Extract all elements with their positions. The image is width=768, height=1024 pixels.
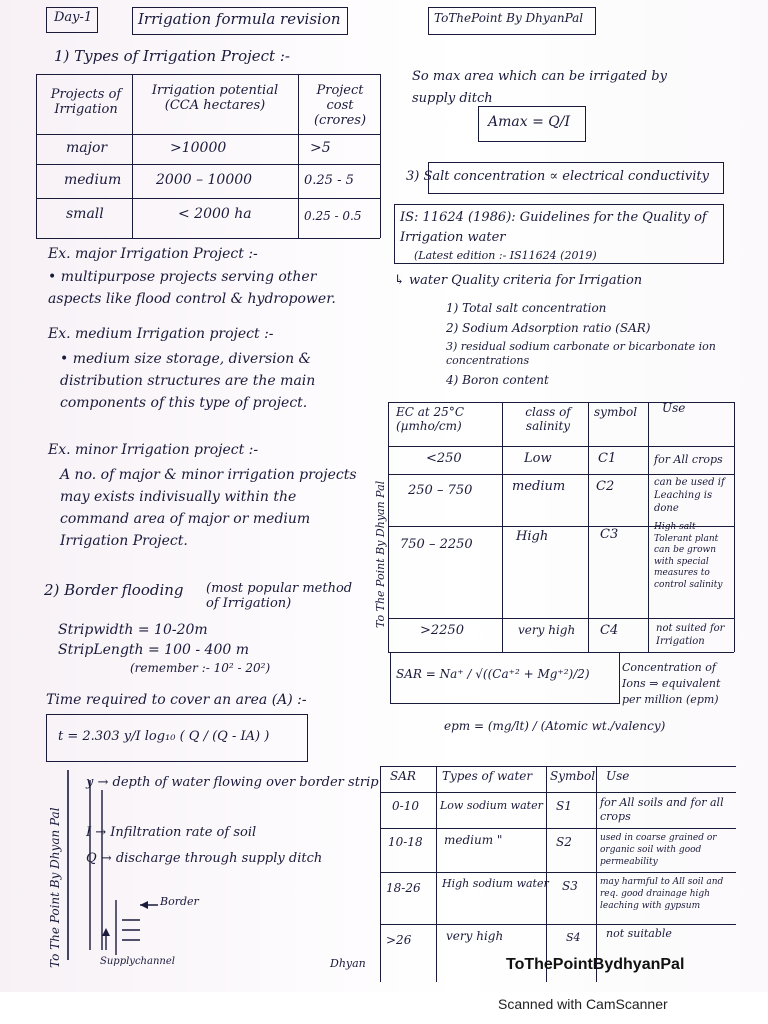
ec-row2-ec: 250 – 750: [408, 483, 473, 498]
page-title: Irrigation formula revision: [138, 10, 341, 28]
ec-row3-symbol: C3: [600, 527, 619, 542]
types-row-small-name: small: [66, 206, 104, 222]
types-row-medium-cost: 0.25 - 5: [304, 173, 354, 188]
sar-row3-symbol: S3: [562, 879, 578, 893]
sar-col-use: Use: [606, 769, 630, 783]
types-row-small-cost: 0.25 - 0.5: [304, 209, 362, 223]
ec-row2-class: medium: [512, 479, 566, 494]
time-formula: t = 2.303 y/I log₁₀ ( Q / (Q - IA) ): [58, 729, 270, 744]
sar-row1-symbol: S1: [556, 799, 572, 813]
y-definition: y → depth of water flowing over border strip: [86, 775, 379, 790]
side-text-right: To The Point By Dhyan Pal: [374, 480, 387, 628]
criteria-item-2: 2) Sodium Adsorption ratio (SAR): [446, 321, 651, 335]
ec-row2-use: can be used if Leaching is done: [654, 477, 725, 514]
example-medium-text: • medium size storage, diversion & distribution structures are the main components of this type of project.: [60, 351, 316, 411]
ec-row3-class: High: [516, 529, 549, 544]
criteria-item-1: 1) Total salt concentration: [446, 301, 607, 315]
ec-row4-class: very high: [518, 623, 576, 637]
types-col-potential: Irrigation potential (CCA hectares): [151, 83, 279, 113]
ec-col-ec: EC at 25°C (µmho/cm): [396, 405, 464, 433]
types-row-medium-name: medium: [64, 172, 122, 188]
border-label: Border: [160, 895, 199, 908]
criteria-heading: ↳ water Quality criteria for Irrigation: [394, 273, 643, 288]
sar-row2-use: used in coarse grained or organic soil with good permeability: [600, 833, 717, 867]
types-col-cost: Project cost (crores): [313, 83, 367, 128]
sar-col-symbol: Symbol: [550, 769, 596, 783]
example-major-label: Ex. major Irrigation Project :-: [48, 246, 258, 262]
scanner-footer: Scanned with CamScanner: [498, 996, 668, 1012]
day-label: Day-1: [54, 10, 93, 25]
strip-width: Stripwidth = 10-20m: [58, 622, 208, 638]
types-row-major-name: major: [66, 140, 108, 156]
ec-row4-symbol: C4: [600, 623, 619, 638]
sar-row1-use: for All soils and for all crops: [600, 796, 724, 823]
supply-channel-label: Supplychannel: [100, 956, 175, 967]
border-heading: 2) Border flooding: [44, 581, 184, 599]
ec-row1-class: Low: [524, 451, 552, 466]
types-row-major-potential: >10000: [170, 140, 227, 156]
time-label: Time required to cover an area (A) :-: [46, 692, 307, 708]
sar-row3-use: may harmful to All soil and req. good drainage high leaching with gypsum: [600, 877, 724, 911]
sar-row1-sar: 0-10: [392, 799, 419, 813]
sar-row3-sar: 18-26: [386, 881, 421, 895]
example-minor-label: Ex. minor Irrigation project :-: [48, 442, 259, 458]
ec-row4-use: not suited for Irrigation: [656, 623, 725, 647]
sar-col-sar: SAR: [390, 769, 416, 783]
sar-row2-symbol: S2: [556, 835, 572, 849]
sar-row3-type: High sodium water: [442, 877, 549, 890]
criteria-item-3: 3) residual sodium carbonate or bicarbonate ion concentrations: [446, 340, 716, 367]
sar-row2-type: medium ": [444, 833, 503, 847]
sar-row4-use: not suitable: [606, 927, 672, 940]
salt-heading: 3) Salt concentration ∝ electrical conductivity: [406, 169, 709, 184]
ec-row1-symbol: C1: [598, 451, 617, 466]
ec-col-use: Use: [662, 401, 686, 415]
side-text-left: To The Point By Dhyan Pal: [48, 807, 62, 968]
criteria-item-4: 4) Boron content: [446, 373, 549, 387]
types-row-medium-potential: 2000 – 10000: [156, 172, 253, 188]
epm-note: Concentration of Ions ⇒ equivalent per million (epm): [622, 661, 721, 706]
example-medium-label: Ex. medium Irrigation project :-: [48, 326, 274, 342]
sar-formula: SAR = Na⁺ / √((Ca⁺² + Mg⁺²)/2): [396, 667, 590, 681]
ec-row2-symbol: C2: [596, 479, 615, 494]
ec-row3-use: High salt Tolerant plant can be grown with special measures to control salinity: [654, 522, 723, 590]
strip-length: StripLength = 100 - 400 m: [58, 642, 249, 658]
ec-row4-ec: >2250: [420, 623, 464, 638]
sar-row1-type: Low sodium water: [440, 799, 543, 812]
ec-col-class: class of salinity: [525, 405, 571, 433]
epm-formula: epm = (mg/lt) / (Atomic wt./valency): [444, 719, 666, 733]
ec-row1-ec: <250: [426, 451, 462, 466]
sar-row2-sar: 10-18: [388, 835, 423, 849]
is-code: IS: 11624 (1986): Guidelines for the Quality of Irrigation water: [400, 210, 707, 245]
example-minor-text: A no. of major & minor irrigation projects may exists indivisually within the command area of major or medium Irrigation Project.: [60, 467, 357, 549]
types-row-major-cost: >5: [310, 140, 331, 156]
amax-formula: Amax = Q/I: [488, 114, 570, 130]
max-area-text: So max area which can be irrigated by supply ditch: [412, 69, 667, 106]
ec-row1-use: for All crops: [654, 453, 723, 466]
watermark: ToThePointBydhyanPal: [506, 956, 685, 973]
types-heading: 1) Types of Irrigation Project :-: [54, 47, 290, 65]
brand-label: ToThePoint By DhyanPal: [434, 11, 584, 25]
sar-col-type: Types of water: [442, 769, 533, 783]
i-definition: I → Infiltration rate of soil: [86, 825, 257, 840]
types-col-projects: Projects of Irrigation: [50, 87, 122, 117]
remember-note: (remember :- 10² - 20²): [130, 661, 271, 675]
border-note: (most popular method of Irrigation): [206, 581, 353, 611]
sar-row4-type: very high: [446, 929, 504, 943]
signature: Dhyan: [330, 957, 366, 970]
ec-col-symbol: symbol: [594, 405, 638, 419]
ec-row3-ec: 750 – 2250: [400, 537, 473, 552]
sar-row4-symbol: S4: [566, 931, 581, 944]
q-definition: Q → discharge through supply ditch: [86, 851, 323, 866]
example-major-text: • multipurpose projects serving other aspects like flood control & hydropower.: [48, 269, 336, 307]
sar-row4-sar: >26: [386, 933, 412, 947]
border-strip-sketch: [60, 760, 360, 980]
latest-edition: (Latest edition :- IS11624 (2019): [414, 249, 597, 262]
types-row-small-potential: < 2000 ha: [178, 206, 252, 222]
